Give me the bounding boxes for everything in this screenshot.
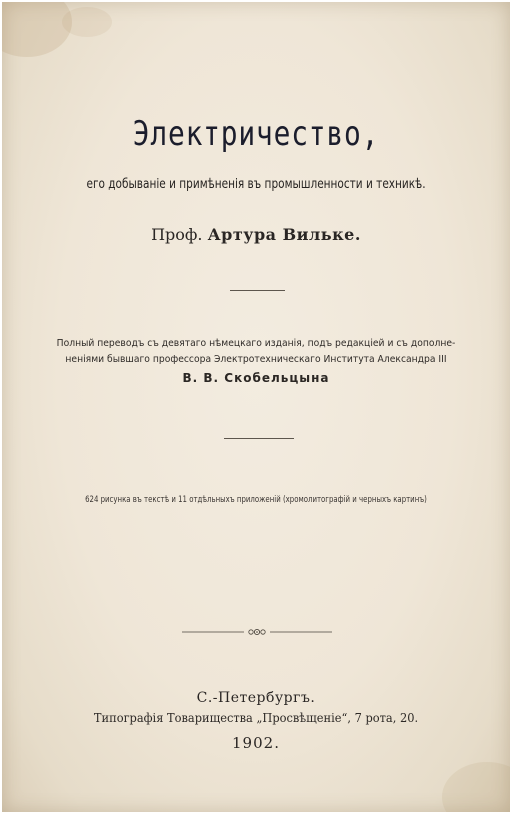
author-prefix: Проф. (151, 225, 203, 244)
editor-name: В. В. Скобельцына (182, 371, 330, 385)
imprint-city: С.-Петербургъ. (196, 690, 316, 706)
book-subtitle: его добываніе и примѣненія въ промышленности и техникѣ. (86, 176, 426, 192)
paper-stain (442, 762, 510, 812)
imprint-year: 1902. (232, 734, 280, 752)
figures-note: 624 рисунка въ текстѣ и 11 отдѣльныхъ приложеній (хромолитографій и черныхъ картинъ) (85, 495, 427, 505)
book-title: Электричество, (132, 114, 380, 154)
ornament-divider-icon (182, 627, 332, 637)
paper-stain (2, 2, 72, 57)
imprint-printer: Типографія Товарищества „Просвѣщеніе“, 7 рота, 20. (93, 711, 419, 725)
title-page (2, 2, 510, 812)
translation-note-line: Полный переводъ съ девятаго нѣмецкаго изданія, подъ редакціей и съ дополне- (56, 338, 456, 349)
divider-rule (230, 290, 285, 291)
author-line (2, 225, 510, 244)
translation-note (22, 336, 489, 368)
author-name: Артура Вильке. (207, 225, 361, 244)
translation-note-line: неніями бывшаго профессора Электротехническаго Института Александра III (65, 354, 447, 365)
divider-rule (224, 438, 294, 439)
paper-stain (62, 7, 112, 37)
